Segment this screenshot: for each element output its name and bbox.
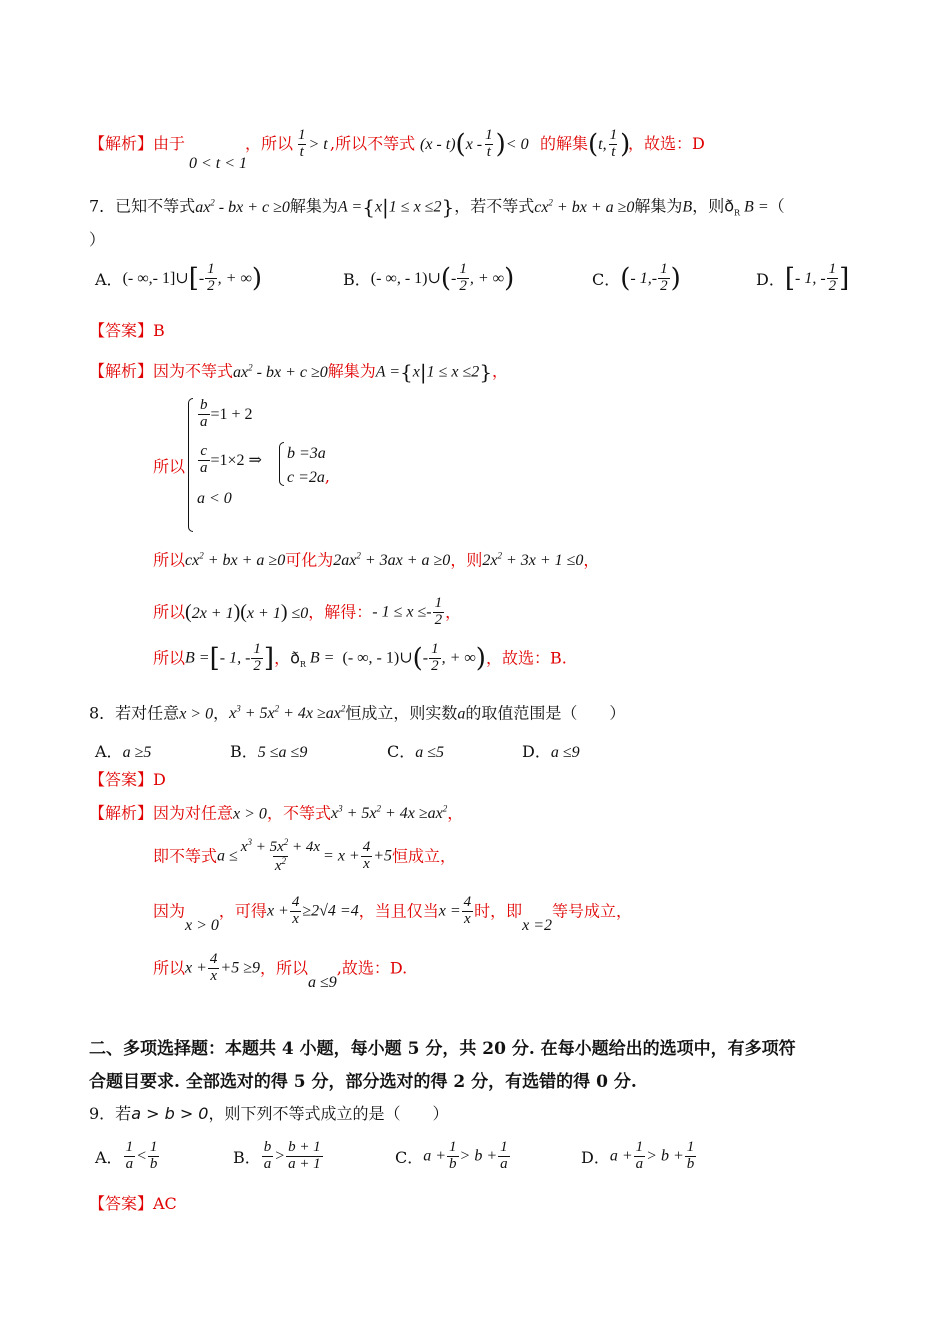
q7-analysis-line-1: 【解析】因为不等式$ax^2$ - bx + c ≥0解集为A ={x|1 ≤ x ≤2}， bbox=[89, 360, 509, 384]
q6-text-4: ，故选：D bbox=[628, 134, 705, 153]
q8-stem: 8．若对任意x > 0，$x^3 + 5x^2 + 4x \ge ax^2$恒成立，则实数a的取值范围是（ ） bbox=[89, 703, 626, 723]
q6-math-1: $\frac{1}{t}$ > t bbox=[298, 127, 328, 160]
complement-icon-2: ð bbox=[290, 648, 300, 668]
q7-system-eq1: $\frac{b}{a}$ =1 + 2 bbox=[200, 397, 253, 430]
q7-stem: 7．已知不等式$ax^2$ - bx + c ≥0解集为A ={x|1 ≤ x ≤2}，若不等式$cx^2$ + bx + a ≥0解集为B，则$ð_R$ B =（ bbox=[89, 195, 785, 219]
q9-option-a[interactable]: A． $\frac{1}{a}$ < $\frac{1}{b}$ bbox=[95, 1139, 158, 1172]
q7-stem-close: ） bbox=[89, 230, 106, 249]
complement-icon: ð bbox=[724, 196, 735, 216]
q9-option-c[interactable]: C．a + $\frac{1}{b}$ > b + $\frac{1}{a}$ bbox=[395, 1139, 508, 1172]
q7-option-c[interactable]: C．(- 1,- $\frac{1}{2}$ ) bbox=[592, 261, 681, 294]
q7-option-d[interactable]: D．[- 1, - $\frac{1}{2}$ ] bbox=[756, 261, 850, 294]
q6-analysis-line: 【解析】由于 bbox=[89, 134, 186, 153]
q8-analysis-line-2: 即不等式a ≤ $\frac{x^3 + 5x^2 + 4x}{x^2}$ = x + $\frac{4}{x}$ +5恒成立， bbox=[153, 837, 457, 874]
q6-condition: 0 < t < 1 bbox=[189, 155, 248, 172]
q8-answer: 【答案】D bbox=[89, 770, 166, 789]
q7-suoyi: 所以 bbox=[153, 457, 186, 476]
q7-option-b[interactable]: B．(- ∞, - 1)∪(- $\frac{1}{2}$ , + ∞) bbox=[343, 261, 515, 294]
q8-analysis-line-4: 所以x + $\frac{4}{x}$ +5 ≥9，所以a ≤9,故选：D. bbox=[153, 951, 408, 991]
q9-option-b[interactable]: B． $\frac{b}{a}$ > $\frac{b + 1}{a + 1}$ bbox=[233, 1139, 321, 1172]
q6-text-2: ,所以不等式 bbox=[330, 134, 416, 153]
q7-analysis-line-4: 所以(2x + 1)(x + 1) ≤0，解得：- 1 ≤ x ≤- $\frac{1}{2}$ ， bbox=[153, 595, 462, 628]
q9-option-d[interactable]: D．a + $\frac{1}{a}$ > b + $\frac{1}{b}$ bbox=[581, 1139, 695, 1172]
section2-heading-line1: 二、多项选择题：本题共 4 小题，每小题 5 分，共 20 分. 在每小题给出的选项中，有多项符 bbox=[89, 1039, 796, 1059]
q8-option-c[interactable]: C．a ≤5 bbox=[387, 742, 445, 761]
q8-analysis-line-1: 【解析】因为对任意x > 0，不等式$x^3 + 5x^2 + 4x \ge ax^2$， bbox=[89, 803, 464, 823]
q6-inequality: (x - t)(x - $\frac{1}{t}$ )< 0 bbox=[420, 127, 529, 160]
q6-text: ，所以 bbox=[245, 134, 294, 153]
q6-analysis-tag: 【解析】 bbox=[89, 134, 154, 153]
q8-option-a[interactable]: A．a ≥5 bbox=[95, 742, 152, 761]
q8-option-b[interactable]: B．5 ≤a ≤9 bbox=[230, 742, 308, 761]
q7-answer: 【答案】B bbox=[89, 321, 165, 340]
q7-result-eq2: c =2a, bbox=[287, 467, 330, 486]
q7-analysis-line-5: 所以B =[- 1, - $\frac{1}{2}$ ]，$ð_R$ B = (- ∞, - 1)∪(- $\frac{1}{2}$ , + ∞)，故选：B. bbox=[153, 641, 567, 674]
q8-option-d[interactable]: D．a ≤9 bbox=[522, 742, 580, 761]
q7-system-brace bbox=[188, 398, 193, 532]
q7-option-a[interactable]: A．(- ∞,- 1]∪[- $\frac{1}{2}$ , + ∞) bbox=[95, 261, 263, 294]
q7-result-eq1: b =3a bbox=[287, 445, 326, 462]
q6-solution-set: (t, $\frac{1}{t}$ ) bbox=[588, 127, 631, 160]
q7-system-brace-2 bbox=[279, 442, 284, 486]
q8-analysis-line-3: 因为x > 0，可得x + $\frac{4}{x}$ ≥2√4 =4，当且仅当x = $\frac{4}{x}$ 时，即x =2等号成立， bbox=[153, 894, 633, 934]
q9-answer: 【答案】AC bbox=[89, 1194, 177, 1213]
q7-system-eq3: a < 0 bbox=[197, 490, 232, 507]
q7-analysis-line-3: 所以$cx^2$ + bx + a ≥0可化为$2ax^2 + 3ax + a \ge 0$，则$2x^2 + 3x + 1 \le 0$， bbox=[153, 550, 600, 570]
q7-system-eq2: $\frac{c}{a}$ =1×2 ⇒ bbox=[200, 443, 262, 476]
section2-heading-line2: 合题目要求. 全部选对的得 5 分，部分选对的得 2 分，有选错的得 0 分. bbox=[89, 1072, 637, 1092]
q6-text-3: 的解集 bbox=[540, 134, 589, 153]
q9-stem: 9．若a > b > 0，则下列不等式成立的是（ ） bbox=[89, 1104, 449, 1123]
